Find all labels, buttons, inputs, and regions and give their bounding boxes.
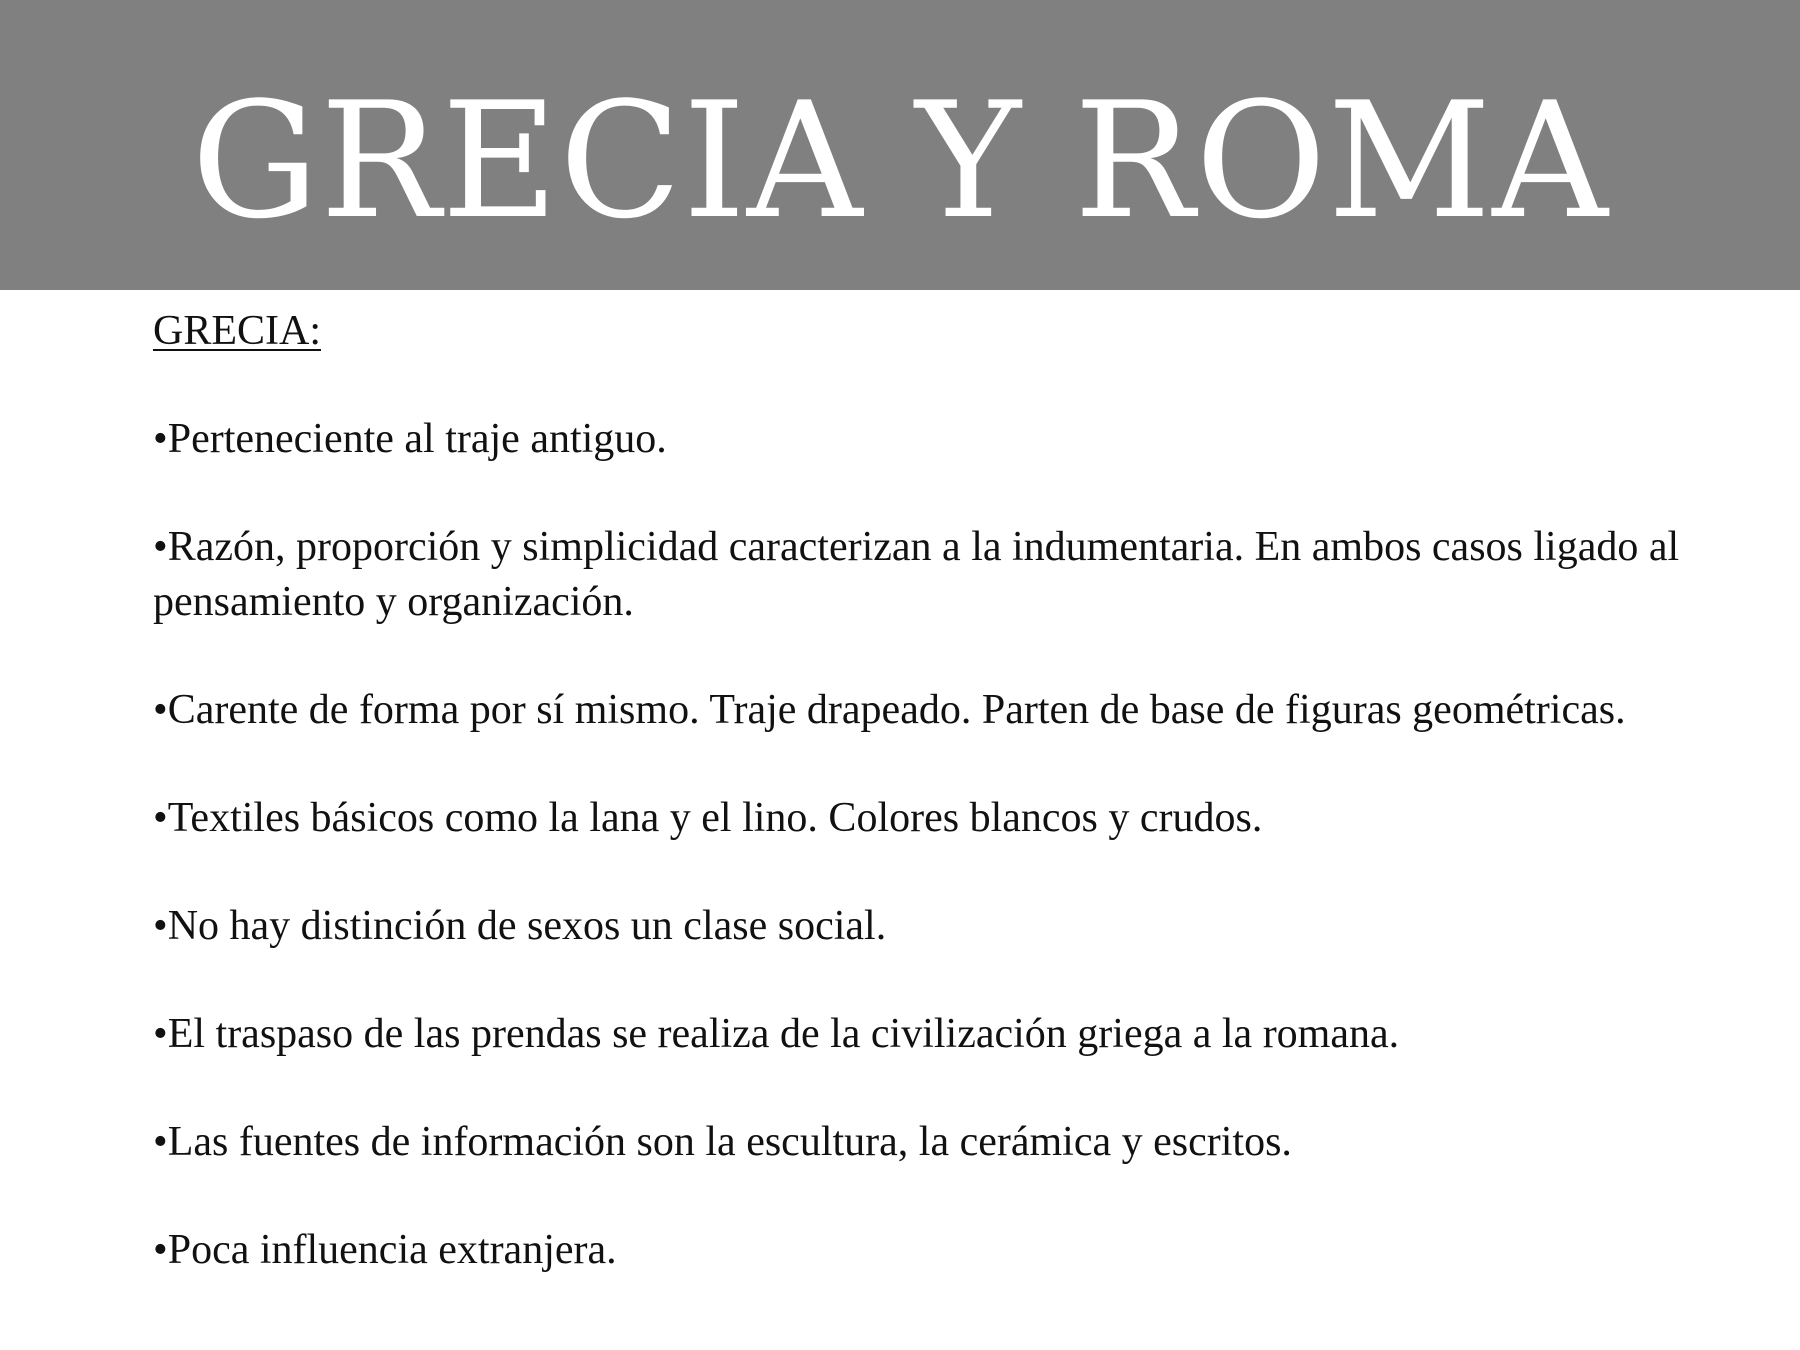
slide-title: GRECIA Y ROMA — [191, 67, 1609, 254]
bullet-item: •Las fuentes de información son la escultura, la cerámica y escritos. — [153, 1119, 1292, 1165]
title-banner — [0, 0, 1800, 290]
bullet-item: •Perteneciente al traje antiguo. — [153, 416, 667, 462]
bullet-item: •Textiles básicos como la lana y el lino. Colores blancos y crudos. — [153, 795, 1263, 841]
bullet-item: •No hay distinción de sexos un clase social. — [153, 903, 887, 949]
section-heading-grecia: GRECIA: — [153, 308, 321, 354]
bullet-item: •Carente de forma por sí mismo. Traje drapeado. Parten de base de figuras geométricas. — [153, 687, 1626, 733]
bullet-list — [153, 412, 1713, 1278]
bullet-item: •Razón, proporción y simplicidad caracterizan a la indumentaria. En ambos casos ligado al pensamiento y organización. — [153, 524, 1680, 625]
slide-content — [153, 304, 1713, 1278]
bullet-item: •El traspaso de las prendas se realiza de la civilización griega a la romana. — [153, 1011, 1400, 1057]
bullet-item: •Poca influencia extranjera. — [153, 1227, 617, 1273]
